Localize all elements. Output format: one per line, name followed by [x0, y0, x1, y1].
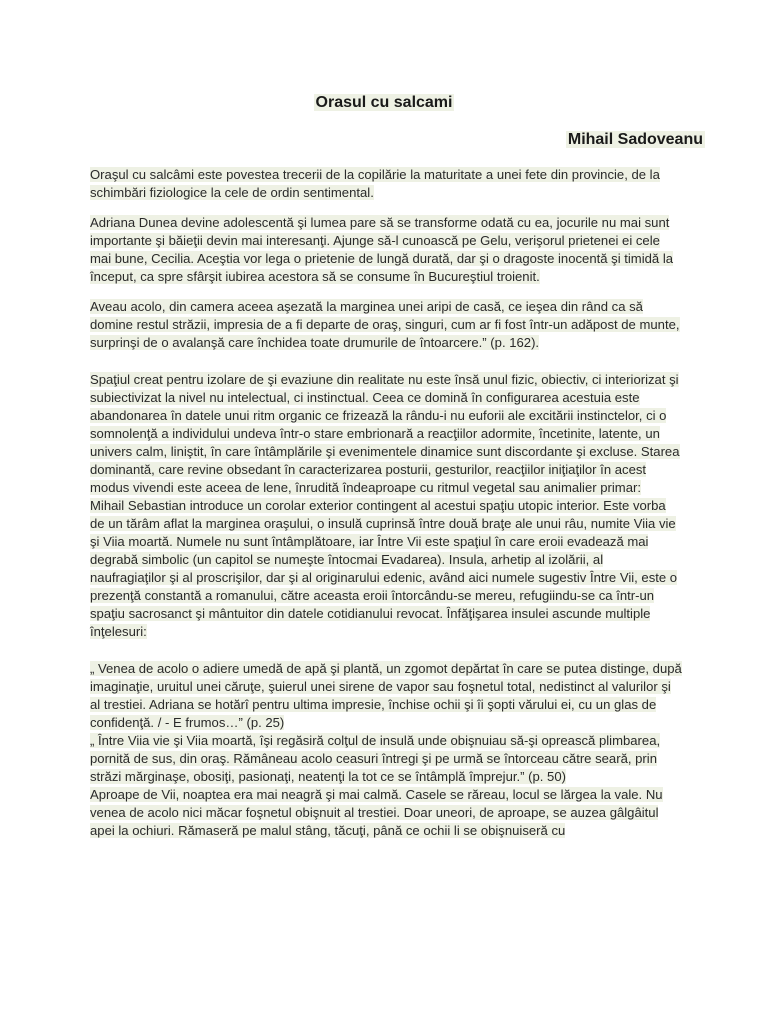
paragraph-intro: Oraşul cu salcâmi este povestea trecerii de la copilărie la maturitate a unei fete din provincie, de la schimbări fiziologice la cele de ordin sentimental. — [90, 167, 660, 200]
paragraph-quote-p162: Aveau acolo, din camera aceea aşezată la marginea unei aripi de casă, ce ieşea din rând ca să domine restul străzii, impresia de a fi departe de oraş, singuri, cum ar fi fost într-un adăpost de munte, surprinşi de o avalanşă care închidea toate drumurile de întoarcere.” (p. 162). — [90, 299, 680, 350]
document-author: Mihail Sadoveanu — [567, 131, 703, 148]
paragraph-plot: Adriana Dunea devine adolescentă şi lumea pare să se transforme odată cu ea, jocurile nu mai sunt importante şi băieţii devin mai interesanţi. Ajunge să-l cunoască pe Gelu, verişorul prietenei ei cele mai bune, Cecilia. Aceştia vor lega o prietenie de lungă durată, dar şi o dragoste inocentă şi timidă la început, ca spre sfârşit iubirea acestora să se consume în Bucureştiul troienit. — [90, 215, 674, 284]
paragraph-quote-p25: „ Venea de acolo o adiere umedă de apă şi plantă, un zgomot depărtat în care se putea distinge, după imaginaţie, uruitul unei căruţe, şuierul unei sirene de vapor sau foşnetul total, nedistinct al valurilor şi al trestiei. Adriana se hotărî pentru ultima impresie, închise ochii şi îi şopti vărului ei, cu un glas de confidenţă. / - E frumos…” (p. 25) — [90, 661, 682, 730]
paragraph-space-analysis: Spaţiul creat pentru izolare de şi evaziune din realitate nu este însă unul fizic, obiectiv, ci interiorizat şi subiectivizat la nivel nu intelectual, ci instinctual. Ceea ce domină în configurarea acestuia este abandonarea în datele unui ritm organic ce frizează la rându-i nu euforii ale excitării instinctelor, ci o somnolenţă a individului undeva într-o stare embrionară a reacţiilor adormite, încetinite, latente, un univers calm, liniştit, în care întâmplările şi evenimentele dinamice sunt discordante şi excluse. Starea dominantă, care revine obsedant în caracterizarea posturii, gesturilor, reacţiilor iniţiaţilor în acest modus vivendi este aceea de lene, înrudită îndeaproape cu ritmul vegetal sau animalier primar: — [90, 372, 680, 495]
document-title: Orasul cu salcami — [315, 94, 453, 111]
paragraph-quote-p50: „ Între Viia vie şi Viia moartă, îşi regăsiră colţul de insulă unde obişnuiau să-şi oprească plimbarea, pornită de sus, din oraş. Rămâneau acolo ceasuri întregi şi pe urmă se întorceau către seară, prin străzi mărginaşe, obosiţi, pasionaţi, neatenţi la tot ce se întâmplă împrejur.” (p. 50) — [90, 733, 661, 784]
paragraph-sebastian: Mihail Sebastian introduce un corolar exterior contingent al acestui spaţiu utopic interior. Este vorba de un tărâm aflat la marginea oraşului, o insulă cuprinsă între două braţe ale unui râu, numite Viia vie şi Viia moartă. Numele nu sunt întâmplătoare, iar Între Vii este spaţiul în care eroii evadează mai degrabă simbolic (un capitol se numeşte întocmai Evadarea). Insula, arhetip al izolării, al naufragiaţilor şi al proscrişilor, dar şi al originarului edenic, având aici numele sugestiv Între Vii, este o prezenţă constantă a romanului, către aceasta eroii întorcându-se mereu, refugiindu-se ca într-un spaţiu sacrosanct şi mântuitor din datele cotidianului revocat. Înfăţişarea insulei ascunde multiple înţelesuri: — [90, 498, 678, 639]
paragraph-night: Aproape de Vii, noaptea era mai neagră şi mai calmă. Casele se răreau, locul se lărgea la vale. Nu venea de acolo nici măcar foşnetul obişnuit al trestiei. Doar uneori, de aproape, se auzea gâlgâitul apei la ochiuri. Rămaseră pe malul stâng, tăcuţi, până ce ochii li se obişnuiseră cu — [90, 787, 663, 838]
document-body — [90, 166, 682, 840]
